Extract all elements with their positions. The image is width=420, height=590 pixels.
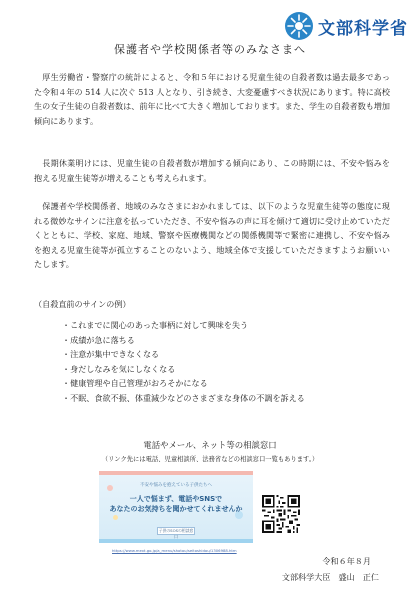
consultation-note: （リンク先には電話、児童相談所、法務省などの相談窓口一覧もあります。） (101, 456, 319, 463)
signs-list (62, 318, 402, 406)
banner-top-stripe (99, 471, 253, 475)
banner-headline-2: あなたのお気持ちを聞かせてくれませんか (109, 505, 243, 513)
paragraph-request: 保護者や学校関係者、地域のみなさまにおかれましては、以下のような児童生徒等の態度に現れる微妙なサインに注意を払っていただき、不安や悩みの声に耳を傾けて適切に受け止めていただくとともに、学校、家庭、地域、警察や医療機関などの関係機関等で緊密に連携し、不安や悩みを抱える児童生徒等が孤立することのないよう、地域全体で支援していただきますようお願いいたします。 (34, 201, 390, 270)
signs-heading: （自殺直前のサインの例） (34, 299, 131, 309)
consultation-url-link[interactable]: https://www.mext.go.jp/a_menu/shotou/seitoshidou/1306988.htm (112, 548, 237, 553)
sign-item: ・身だしなみを気にしなくなる (62, 363, 176, 374)
mext-logo-icon (284, 11, 314, 41)
issue-date: 令和６年８月 (322, 556, 371, 566)
qr-code-icon[interactable] (262, 495, 300, 533)
mext-logo (284, 9, 408, 43)
banner-badge: 子供のSOSの相談窓口 (158, 528, 194, 539)
logo-text: 文部科学省 (318, 18, 408, 39)
sign-item: ・不眠、食欲不振、体重減少などのさまざまな身体の不調を訴える (62, 392, 305, 403)
sign-item: ・これまでに関心のあった事柄に対して興味を失う (62, 320, 249, 330)
paragraph-statistics: 厚生労働省・警察庁の統計によると、令和５年における児童生徒の自殺者数は過去最多であった令和４年の 514 人に次ぐ 513 人となり、引き続き、大変憂慮すべき状況にあります。特に高校生の女子生徒の自殺者数は、前年に比べて大きく増加しております。また、学生の自殺者数も増加傾向にあります。 (34, 72, 390, 126)
banner-headline: 一人で悩まず、電話やSNSで (129, 495, 223, 503)
banner-subtitle: 不安や悩みを抱えている子供たちへ (140, 483, 212, 488)
sign-item: ・健康管理や自己管理がおろそかになる (62, 378, 208, 389)
consultation-banner-link[interactable] (99, 471, 253, 543)
sign-item: ・成績が急に落ちる (62, 334, 135, 345)
consultation-heading: 電話やメール、ネット等の相談窓口 (143, 440, 277, 450)
sign-item: ・注意が集中できなくなる (62, 349, 160, 360)
paragraph-long-vacation: 長期休業明けには、児童生徒の自殺者数が増加する傾向にあり、この時期には、不安や悩みを抱える児童生徒等が増えることも考えられます。 (34, 158, 390, 183)
page-title: 保護者や学校関係者等のみなさまへ (114, 43, 306, 56)
minister-signature: 文部科学大臣 盛山 正仁 (281, 572, 379, 582)
banner-bottom-stripe (99, 539, 253, 543)
banner-decoration (113, 515, 118, 520)
